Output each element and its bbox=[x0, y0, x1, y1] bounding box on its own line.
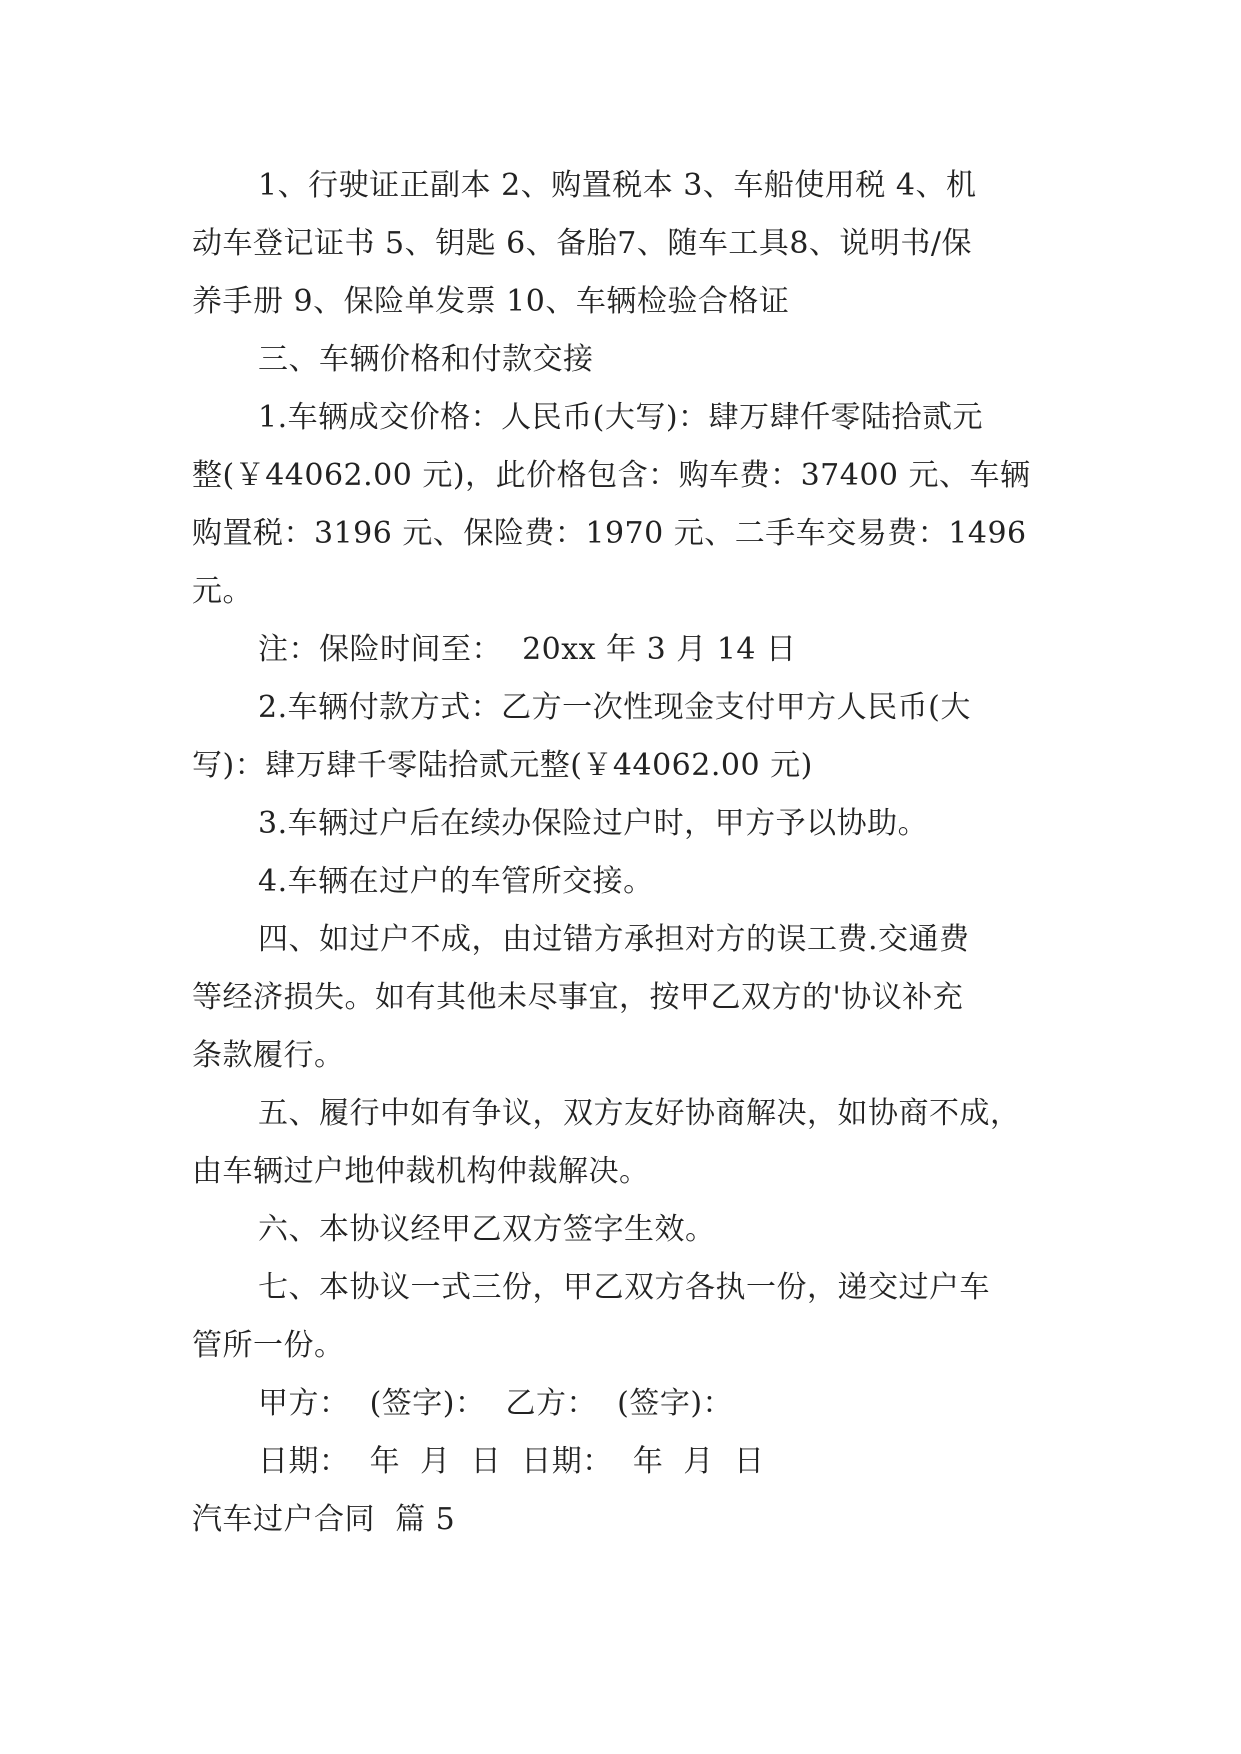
text-line: 3.车辆过户后在续办保险过户时，甲方予以协助。 bbox=[258, 806, 929, 841]
text-line: 管所一份。 bbox=[192, 1328, 345, 1363]
section-heading: 五、履行中如有争议，双方友好协商解决，如协商不成， bbox=[258, 1096, 1021, 1131]
date-line: 日期： 年 月 日 日期： 年 月 日 bbox=[258, 1444, 765, 1479]
text-line: 1.车辆成交价格：人民币(大写)：肆万肆仟零陆拾贰元 bbox=[258, 400, 984, 435]
signature-line: 甲方： (签字)： 乙方： (签字)： bbox=[258, 1386, 734, 1421]
text-line: 养手册 9、保险单发票 10、车辆检验合格证 bbox=[192, 284, 790, 319]
section-heading: 三、车辆价格和付款交接 bbox=[258, 342, 594, 377]
text-line: 整(￥44062.00 元)，此价格包含：购车费：37400 元、车辆 bbox=[192, 458, 1031, 493]
section-heading: 四、如过户不成，由过错方承担对方的误工费.交通费 bbox=[258, 922, 970, 957]
text-line: 4.车辆在过户的车管所交接。 bbox=[258, 864, 654, 899]
text-line: 等经济损失。如有其他未尽事宜，按甲乙双方的'协议补充 bbox=[192, 980, 964, 1015]
text-line: 元。 bbox=[192, 574, 253, 609]
text-line: 写)：肆万肆千零陆拾贰元整(￥44062.00 元) bbox=[192, 748, 813, 783]
text-line: 2.车辆付款方式：乙方一次性现金支付甲方人民币(大 bbox=[258, 690, 971, 725]
text-line: 1、行驶证正副本 2、购置税本 3、车船使用税 4、机 bbox=[258, 168, 977, 203]
text-line: 购置税：3196 元、保险费：1970 元、二手车交易费：1496 bbox=[192, 516, 1027, 551]
section-heading: 七、本协议一式三份，甲乙双方各执一份，递交过户车 bbox=[258, 1270, 990, 1305]
section-heading: 六、本协议经甲乙双方签字生效。 bbox=[258, 1212, 716, 1247]
text-line: 注：保险时间至： 20xx 年 3 月 14 日 bbox=[258, 632, 797, 667]
next-section-title: 汽车过户合同 篇 5 bbox=[192, 1502, 456, 1537]
text-line: 条款履行。 bbox=[192, 1038, 345, 1073]
text-line: 动车登记证书 5、钥匙 6、备胎7、随车工具8、说明书/保 bbox=[192, 226, 973, 261]
text-line: 由车辆过户地仲裁机构仲裁解决。 bbox=[192, 1154, 650, 1189]
